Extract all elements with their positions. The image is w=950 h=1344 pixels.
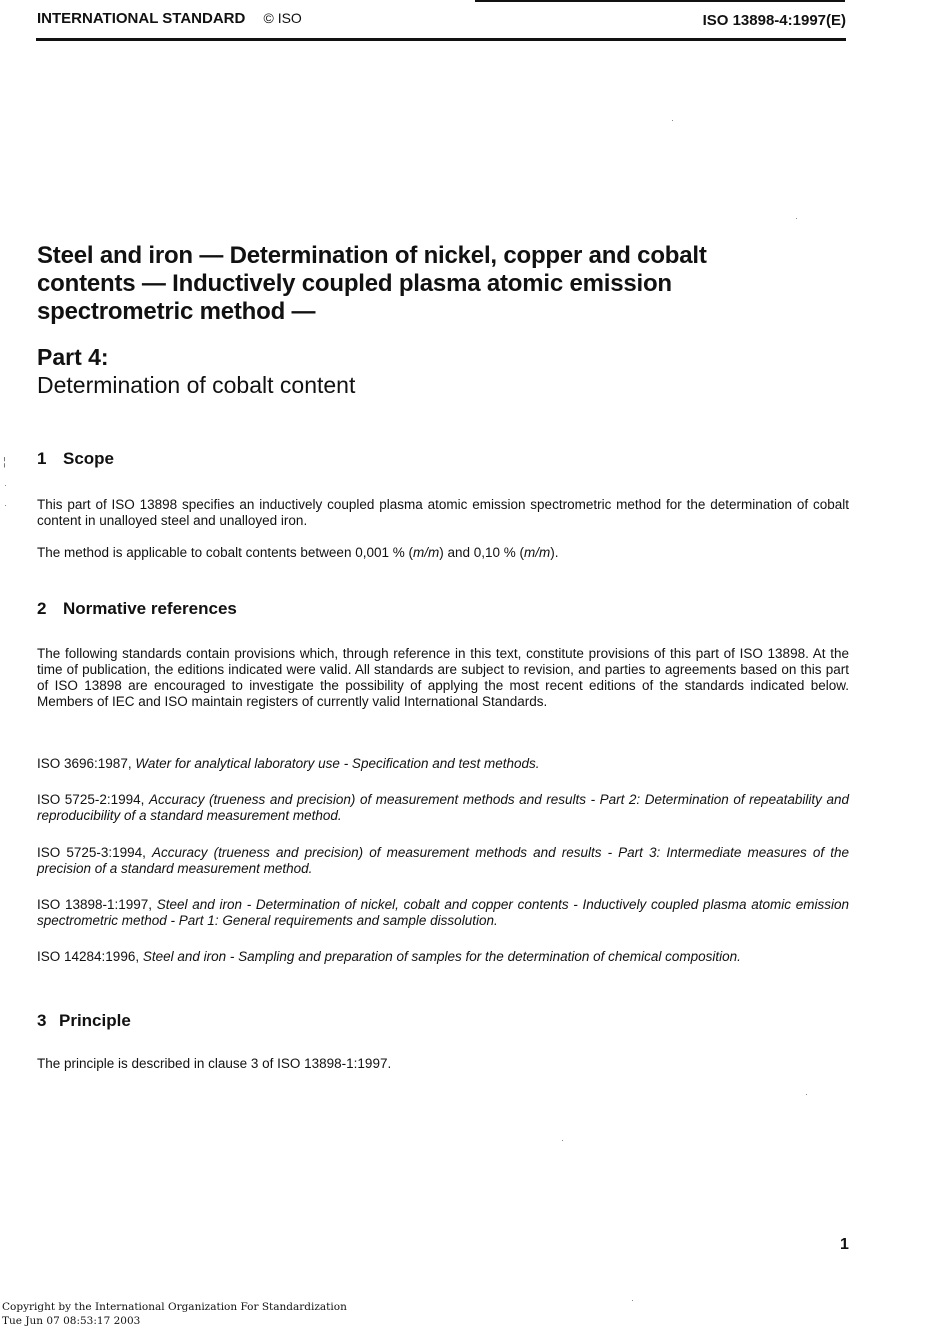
reference-code: ISO 5725-2:1994, [37,792,145,807]
scope-paragraph-1: This part of ISO 13898 specifies an inductively coupled plasma atomic emission spectrometric method for the determination of cobalt content in unalloyed steel and unalloyed iron. [37,497,849,528]
document-id: ISO 13898-4:1997(E) [702,12,846,29]
footer-copyright: Copyright by the International Organization For Standardization [2,1301,347,1313]
scan-speck [806,1094,807,1095]
page-number: 1 [840,1236,849,1253]
part-title: Determination of cobalt content [37,372,356,398]
reference-title: Accuracy (trueness and precision) of measurement methods and results - Part 2: Determination of repeatability and reproducibility of a standard measurement method. [37,792,849,823]
section-heading-scope [37,449,114,469]
reference-item [37,792,849,824]
scan-speck [5,505,6,506]
scan-speck [5,485,6,486]
section-title: Scope [63,449,115,468]
section-heading-normative-references [37,599,237,619]
section-heading-principle [37,1011,131,1031]
header-divider [36,38,846,41]
reference-item [37,949,849,965]
section-title: Normative references [63,599,237,618]
reference-title: Water for analytical laboratory use - Specification and test methods. [135,756,540,771]
scan-speck [672,120,673,121]
reference-item [37,756,849,772]
reference-code: ISO 13898-1:1997, [37,897,153,912]
scope-paragraph-2 [37,545,849,561]
footer-timestamp: Tue Jun 07 08:53:17 2003 [2,1315,141,1327]
document-title: Steel and iron — Determination of nickel, copper and cobalt contents — Inductively coupled plasma atomic emission spectrometric method — [37,242,707,325]
normative-intro: The following standards contain provisions which, through reference in this text, constitute provisions of this part of ISO 13898. At the time of publication, the editions indicated were valid. All standards are subject to revision, and parties to agreements based on this part of ISO 13898 are encouraged to investigate the possibility of applying the most recent editions of the standards indicated below. Members of IEC and ISO maintain registers of currently valid International Standards. [37,646,849,709]
scan-speck [632,1300,633,1301]
section-title: Principle [59,1011,131,1030]
unit: m/m [412,545,440,560]
text: The method is applicable to cobalt contents between 0,001 % ( [37,545,413,560]
reference-item [37,897,849,929]
reference-code: ISO 5725-3:1994, [37,845,146,860]
reference-title: Accuracy (trueness and precision) of measurement methods and results - Part 3: Intermediate measures of the precision of a standard measurement method. [37,845,849,876]
copyright-mark: © ISO [263,10,302,26]
scan-speck [562,1140,563,1141]
part-label: Part 4: [37,344,109,370]
reference-code: ISO 3696:1987, [37,756,132,771]
text: ). [550,545,559,560]
reference-item [37,845,849,877]
principle-paragraph: The principle is described in clause 3 of ISO 13898-1:1997. [37,1056,392,1071]
margin-mark: ¦ [3,456,6,468]
document-type-label [37,10,302,27]
scan-speck [796,218,797,219]
section-number: 2 [37,599,47,618]
text: ) and 0,10 % ( [439,545,525,560]
top-scan-rule [475,0,845,2]
section-number: 3 [37,1011,47,1030]
standard-type: INTERNATIONAL STANDARD [37,10,246,27]
reference-title: Steel and iron - Determination of nickel, cobalt and copper contents - Inductively coupled plasma atomic emission spectrometric method - Part 1: General requirements and sample dissolution. [37,897,849,928]
copyright-footer [2,1300,347,1328]
reference-title: Steel and iron - Sampling and preparation of samples for the determination of chemical composition. [142,949,741,964]
reference-code: ISO 14284:1996, [37,949,140,964]
unit: m/m [524,545,551,560]
section-number: 1 [37,449,47,468]
